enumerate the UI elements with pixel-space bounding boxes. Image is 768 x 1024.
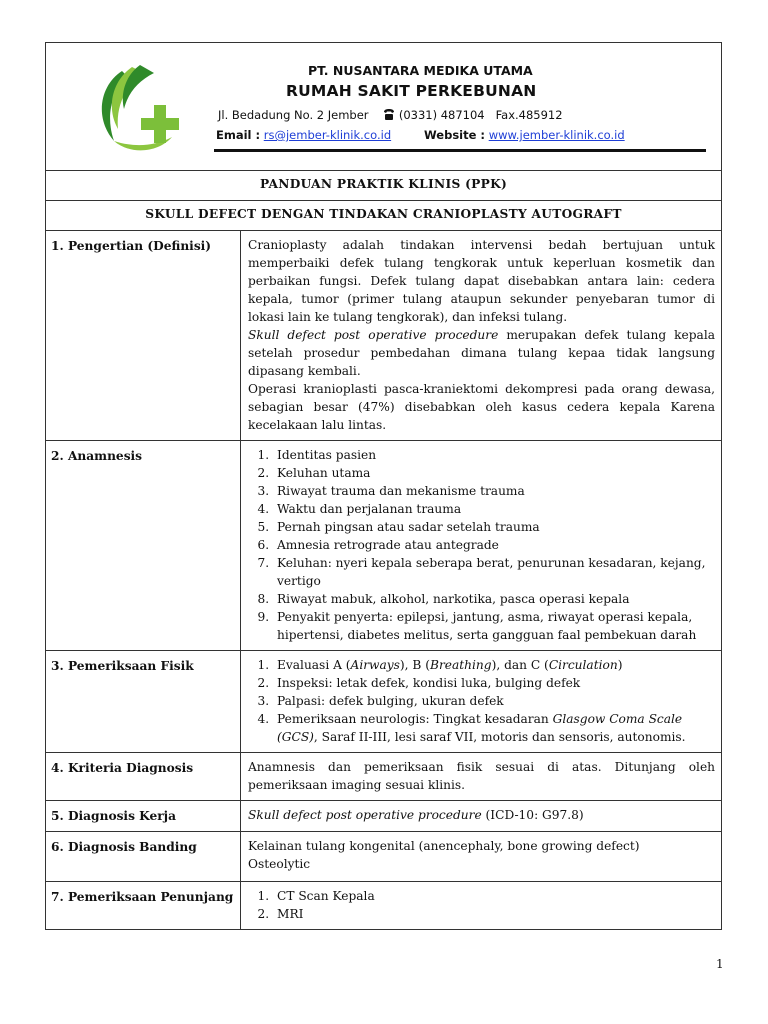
letterhead — [46, 43, 722, 171]
company-name: PT. NUSANTARA MEDIKA UTAMA — [308, 63, 533, 78]
phone: (0331) 487104 — [398, 108, 485, 122]
list-item — [273, 656, 715, 674]
list-item: 6. Amnesia retrograde atau antegrade — [273, 536, 715, 554]
fax: Fax.485912 — [495, 108, 563, 122]
text: Breathing — [430, 658, 492, 672]
fisik-list — [248, 656, 715, 746]
section-kerja — [46, 801, 722, 832]
definisi-paragraph-3: Operasi kranioplasti pasca-kraniektomi dekompresi pada orang dewasa, sebagian besar (47%) disebabkan oleh kasus cedera kepala Karena kecelakaan lalu lintas. — [248, 382, 715, 432]
penunjang-list — [248, 887, 715, 923]
section-content — [241, 231, 722, 441]
section-label: 2. Anamnesis — [46, 441, 241, 651]
text: , Saraf II-III, lesi saraf VII, motoris dan sensoris, autonomis. — [313, 730, 686, 744]
definisi-italic: Skull defect post operative procedure — [248, 328, 499, 342]
list-item — [273, 710, 715, 746]
text: Pemeriksaan neurologis: Tingkat kesadaran — [277, 712, 553, 726]
text: Evaluasi A ( — [277, 658, 351, 672]
text: Circulation — [548, 658, 618, 672]
letterhead-rule — [214, 149, 706, 152]
document-subtitle: SKULL DEFECT DENGAN TINDAKAN CRANIOPLASTY AUTOGRAFT — [46, 201, 722, 231]
text: ), dan C ( — [491, 658, 549, 672]
text: Airways — [350, 658, 400, 672]
hospital-logo — [92, 63, 202, 153]
hospital-name: RUMAH SAKIT PERKEBUNAN — [286, 82, 537, 100]
anamnesis-list — [248, 446, 715, 644]
address: Jl. Bedadung No. 2 Jember — [218, 108, 369, 122]
address-line — [218, 106, 563, 125]
kerja-italic: Skull defect post operative procedure — [248, 808, 482, 822]
section-definisi — [46, 231, 722, 441]
section-label: 4. Kriteria Diagnosis — [46, 753, 241, 801]
section-content: Anamnesis dan pemeriksaan fisik sesuai di atas. Ditunjang oleh pemeriksaan imaging sesuai klinis. — [241, 753, 722, 801]
email-link[interactable]: rs@jember-klinik.co.id — [263, 128, 392, 142]
text: ), B ( — [399, 658, 430, 672]
section-label: 6. Diagnosis Banding — [46, 832, 241, 882]
section-content — [241, 801, 722, 832]
list-item: 2. Keluhan utama — [273, 464, 715, 482]
phone-icon — [383, 107, 395, 125]
text: ) — [617, 658, 623, 672]
kerja-rest: (ICD-10: G97.8) — [481, 808, 584, 822]
list-item: 1. CT Scan Kepala — [273, 887, 715, 905]
text: Glasgow Coma Scale (GCS) — [277, 712, 683, 744]
list-item: 8. Riwayat mabuk, alkohol, narkotika, pasca operasi kepala — [273, 590, 715, 608]
section-label: 3. Pemeriksaan Fisik — [46, 651, 241, 753]
list-item: 4. Waktu dan perjalanan trauma — [273, 500, 715, 518]
section-content — [241, 441, 722, 651]
section-content — [241, 832, 722, 882]
list-item: 7. Keluhan: nyeri kepala seberapa berat, penurunan kesadaran, kejang, vertigo — [273, 554, 715, 590]
section-banding — [46, 832, 722, 882]
definisi-paragraph-2 — [248, 326, 715, 380]
definisi-p2-rest: merupakan defek tulang kepala setelah prosedur pembedahan dimana tulang kepaa tidak langsung dipasang kembali. — [248, 328, 715, 378]
section-kriteria — [46, 753, 722, 801]
section-label: 5. Diagnosis Kerja — [46, 801, 241, 832]
email-label: Email : — [216, 128, 261, 142]
definisi-paragraph-1: Cranioplasty adalah tindakan intervensi bedah bertujuan untuk memperbaiki defek tulang tengkorak untuk keperluan kosmetik dan perbaikan fungsi. Defek tulang dapat disebabkan antara lain: cedera kepala, tumor (primer tulang ataupun sekunder penyebaran tumor di lokasi lain ke tulang tengkorak), dan infeksi tulang. — [248, 238, 715, 324]
section-content — [241, 882, 722, 930]
ppk-table — [45, 42, 722, 930]
banding-line-2: Osteolytic — [248, 857, 311, 871]
contact-line — [216, 126, 625, 144]
banding-line-1: Kelainan tulang kongenital (anencephaly, bone growing defect) — [248, 839, 640, 853]
list-item: 5. Pernah pingsan atau sadar setelah trauma — [273, 518, 715, 536]
page-number: 1 — [716, 957, 724, 971]
section-label: 7. Pemeriksaan Penunjang — [46, 882, 241, 930]
website-label: Website : — [424, 128, 486, 142]
section-label: 1. Pengertian (Definisi) — [46, 231, 241, 441]
list-item: 2. Inspeksi: letak defek, kondisi luka, bulging defek — [273, 674, 715, 692]
section-fisik — [46, 651, 722, 753]
section-penunjang — [46, 882, 722, 930]
section-content — [241, 651, 722, 753]
list-item: 9. Penyakit penyerta: epilepsi, jantung, asma, riwayat operasi kepala, hipertensi, diabetes melitus, serta gangguan faal pembekuan darah — [273, 608, 715, 644]
list-item: 2. MRI — [273, 905, 715, 923]
list-item: 3. Palpasi: defek bulging, ukuran defek — [273, 692, 715, 710]
list-item: 1. Identitas pasien — [273, 446, 715, 464]
section-anamnesis — [46, 441, 722, 651]
list-item: 3. Riwayat trauma dan mekanisme trauma — [273, 482, 715, 500]
website-link[interactable]: www.jember-klinik.co.id — [488, 128, 625, 142]
document-title: PANDUAN PRAKTIK KLINIS (PPK) — [46, 171, 722, 201]
